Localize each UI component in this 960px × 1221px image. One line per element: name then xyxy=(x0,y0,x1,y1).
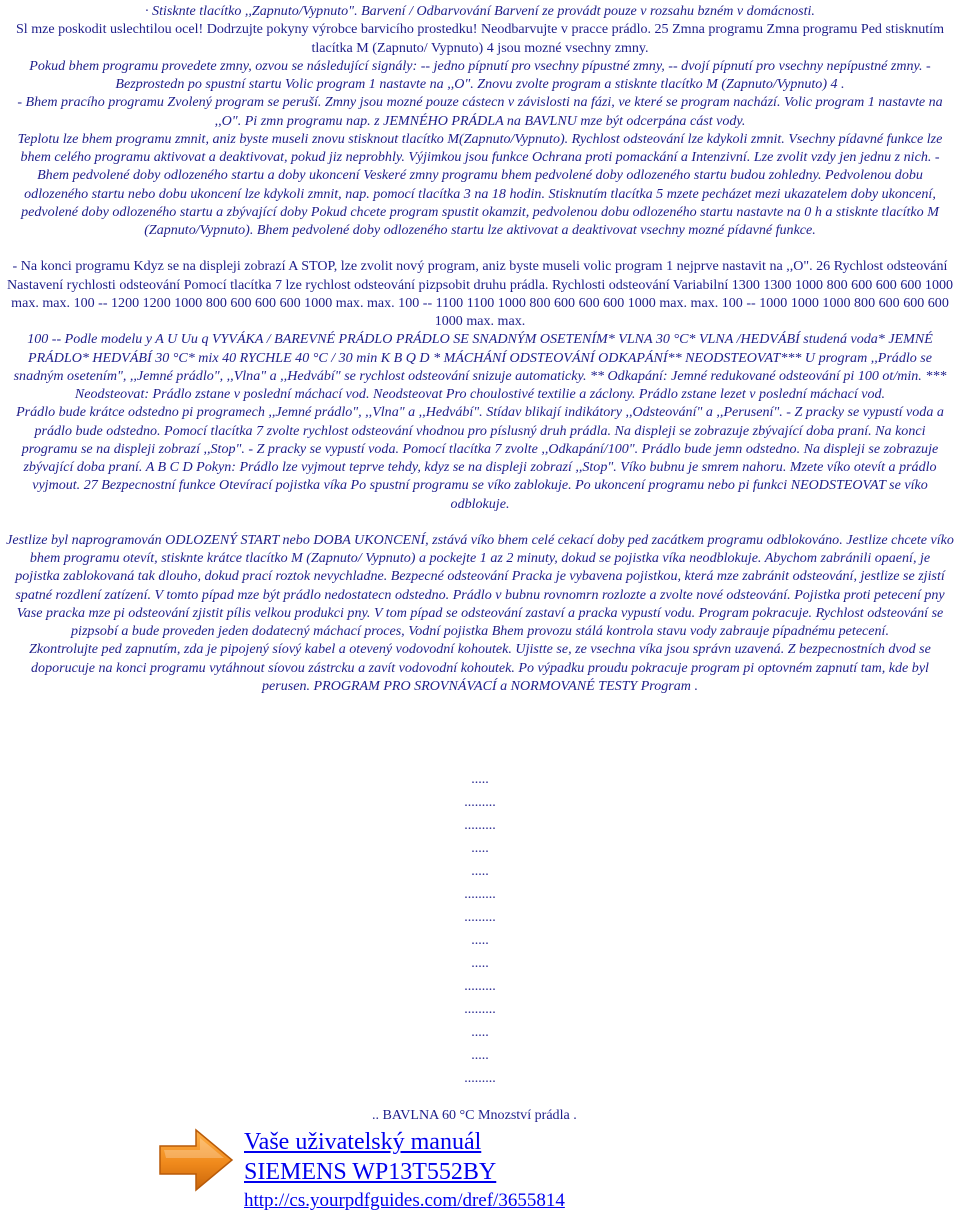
footer-note: .. BAVLNA 60 °C Mnozství prádla . xyxy=(372,1107,577,1123)
paragraph-gap xyxy=(6,239,954,257)
paragraph: Sl mze poskodit uslechtilou ocel! Dodrzujte pokyny výrobce barvicího prostedku! Neodbarvujte v pracce prádlo. 25 Zmna programu Zmna programu Ped stisknutím tlacítka M (Zapnuto/ Vypnuto) 4 jsou mozné vsechny zmny. xyxy=(15,21,945,56)
dot-line: ......... xyxy=(464,910,496,925)
dot-line: ......... xyxy=(464,979,496,994)
dot-line: ......... xyxy=(464,1002,496,1017)
dot-line: ..... xyxy=(471,1048,489,1063)
manual-model-link[interactable]: SIEMENS WP13T552BY xyxy=(244,1159,497,1185)
manual-body-text xyxy=(6,2,954,695)
paragraph: Prádlo bude krátce odstedno pi programech ,,Jemné prádlo", ,,Vlna" a ,,Hedvábí". Stídav blikají indikátory ,,Odsteování" a ,,Perusení". - Z pracky se vypustí voda a prádlo bude odstedno. Pomocí tlacítka 7 zvolte rychlost odsteování vhodnou pro píslusný druh prádla. Na displeji se zobrazuje zbývající doba praní. Na konci programu se na displeji zobrazí ,,Stop". - Z pracky se vypustí voda. Pomocí tlacítka 7 zvolte ,,Odkapání/100". Prádlo bude jemn odstedno. Na displeji se zobrazuje zbývající doba praní. A B C D Pokyn: Prádlo lze vyjmout teprve tehdy, kdyz se na displeji zobrazí ,,Stop". Víko bubnu je smrem nahoru. Mzete víko otevít a prádlo vyjmout. 27 Bezpecnostní funkce Otevírací pojistka víka Po spustní programu se víko zablokuje. Po ukoncení programu nebo pi funkci NEODSTEOVAT se víko odblokuje. xyxy=(16,404,944,512)
dot-line: ..... xyxy=(471,841,489,856)
manual-url-link[interactable]: http://cs.yourpdfguides.com/dref/3655814 xyxy=(244,1190,565,1211)
paragraph: - Na konci programu Kdyz se na displeji zobrazí A STOP, lze zvolit nový program, aniz byste museli volic program 1 nejprve nastavit na ,,O". 26 Rychlost odsteování Nastavení rychlosti odsteování Pomocí tlacítka 7 lze rychlost odsteování pizpsobit druhu prádla. Rychlosti odsteování Variabilní 1300 1300 1000 800 600 600 600 1000 max. max. 100 -- 1200 1200 1000 800 600 600 600 1000 max. max. 100 -- 1100 1100 1000 800 600 600 600 1000 max. max. 100 -- 1000 1000 1000 800 600 600 600 1000 max. max. xyxy=(6,258,954,329)
dot-line: ..... xyxy=(471,864,489,879)
dot-line: ......... xyxy=(464,795,496,810)
paragraph: 100 -- Podle modelu y A U Uu q VYVÁKA / BAREVNÉ PRÁDLO PRÁDLO SE SNADNÝM OSETENÍM* VLNA 30 °C* VLNA /HEDVÁBÍ studená voda* JEMNÉ PRÁDLO* HEDVÁBÍ 30 °C* mix 40 RYCHLE 40 °C / 30 min K B Q D * MÁCHÁNÍ ODSTEOVÁNÍ ODKAPÁNÍ** NEODSTEOVAT*** U program ,,Prádlo se snadným osetením", ,,Jemné prádlo", ,,Vlna" a ,,Hedvábí" se rychlost odsteování snizuje automaticky. ** Odkapání: Jemné redukované odsteování pi 100 ot/min. *** Neodsteovat: Prádlo zstane v poslední máchací vod. Neodsteovat Pro choulostivé textilie a záclony. Prádlo zstane lezet v poslední máchací vod. xyxy=(13,331,947,402)
paragraph: Teplotu lze bhem programu zmnit, aniz byste museli znovu stisknout tlacítko M(Zapnuto/Vypnuto). Rychlost odsteování lze kdykoli zmnit. Vsechny pídavné funkce lze bhem celého programu aktivovat a deaktivovat, pokud jiz neprobhly. Výjimkou jsou funkce Ochrana proti pomackání a Intenzivní. Lze zvolit vzdy jen jednu z nich. - Bhem pedvolené doby odlozeného startu a doby ukoncení Veskeré zmny programu bhem pedvolené doby odlozeného startu budou zohledny. Pedvolenou dobu odlozeného startu nebo dobu ukoncení lze kdykoli zmnit, nap. pomocí tlacítka 3 na 18 hodin. Stisknutím tlacítka 5 mzete pecházet mezi ukazatelem doby ukoncení, pedvolené doby odlozeného startu a zbývající doby Pokud chcete program spustit okamzit, pedvolenou dobu odlozeného startu nastavte na 0 h a stisknte tlacítko M (Zapnuto/Vypnuto). Bhem pedvolené doby odlozeného startu lze aktivovat a deaktivovat vsechny mozné pídavné funkce. xyxy=(17,130,943,238)
dot-line: ......... xyxy=(464,818,496,833)
paragraph: - Bhem pracího programu Zvolený program se peruší. Zmny jsou mozné pouze cástecn v závislosti na fázi, ve které se program nachází. Volic program 1 nastavte na ,,O". Pi zmn programu nap. z JEMNÉHO PRÁDLA na BAVLNU mze být odcerpána cást vody. xyxy=(17,94,943,129)
paragraph: Pokud bhem programu provedete zmny, ozvou se následující signály: -- jedno pípnutí pro vsechny pípustné zmny, -- dvojí pípnutí pro vsechny nepípustné zmny. - Bezprostedn po spustní startu Volic program 1 nastavte na ,,O". Znovu zvolte program a stisknte tlacítko M (Zapnuto/Vypnuto) 4 . xyxy=(29,57,931,92)
paragraph-gap xyxy=(6,513,954,531)
orange-arrow-icon xyxy=(156,1124,236,1196)
dotted-placeholder-list xyxy=(430,768,530,1090)
dot-line: ..... xyxy=(471,933,489,948)
dot-line: ..... xyxy=(471,1025,489,1040)
manual-title-link[interactable]: Vaše uživatelský manuál xyxy=(244,1129,482,1155)
dot-line: ..... xyxy=(471,772,489,787)
paragraph: Zkontrolujte ped zapnutím, zda je pipojený síový kabel a otevený vodovodní kohoutek. Ujistte se, ze vsechna víka jsou správn uzavená. Z bezpecnostních dvod se doporucuje na konci programu vytáhnout síovou zástrcku a zavít vodovodní kohoutek. Po výpadku proudu pokracuje program pi optovném zapnutí tam, kde byl perusen. PROGRAM PRO SROVNÁVACÍ a NORMOVANÉ TESTY Program . xyxy=(29,641,931,694)
paragraph: · Stisknte tlacítko ,,Zapnuto/Vypnuto". Barvení / Odbarvování Barvení ze provádt pouze v rozsahu bzném v domácnosti. xyxy=(145,3,815,19)
dot-line: ......... xyxy=(464,1071,496,1086)
dot-line: ..... xyxy=(471,956,489,971)
paragraph: Jestlize byl naprogramován ODLOZENÝ START nebo DOBA UKONCENÍ, zstává víko bhem celé cekací doby ped zacátkem programu odblokováno. Jestlize chcete víko bhem programu otevít, stisknte krátce tlacítko M (Zapnuto/ Vypnuto) a pockejte 1 az 2 minuty, dokud se pojistka víka neodblokuje. Abychom zabránili opaení, je pojistka zablokovaná tak dlouho, dokud prací roztok nevychladne. Bezpecné odsteování Pracka je vybavena pojistkou, která mze zabránit odsteování, jestlize se zjistí spatné rozdlení zatízení. V tomto pípad mze být prádlo nedostatecn odstedno. Prádlo v bubnu rovnomrn rozlozte a zvolte nové odsteování. Pojistka proti petecení pny Vase pracka mze pi odsteování zjistit pílis velkou produkci pny. V tom pípad se odsteování zastaví a pracka vypustí vodu. Program pokracuje. Rychlost odsteování se pizpsobí a bude proveden jeden dodatecný máchací proces, Vodní pojistka Bhem provozu stálá kontrola stavu vody zabrauje pípadnému petecení. xyxy=(6,531,954,639)
dot-line: ......... xyxy=(464,887,496,902)
